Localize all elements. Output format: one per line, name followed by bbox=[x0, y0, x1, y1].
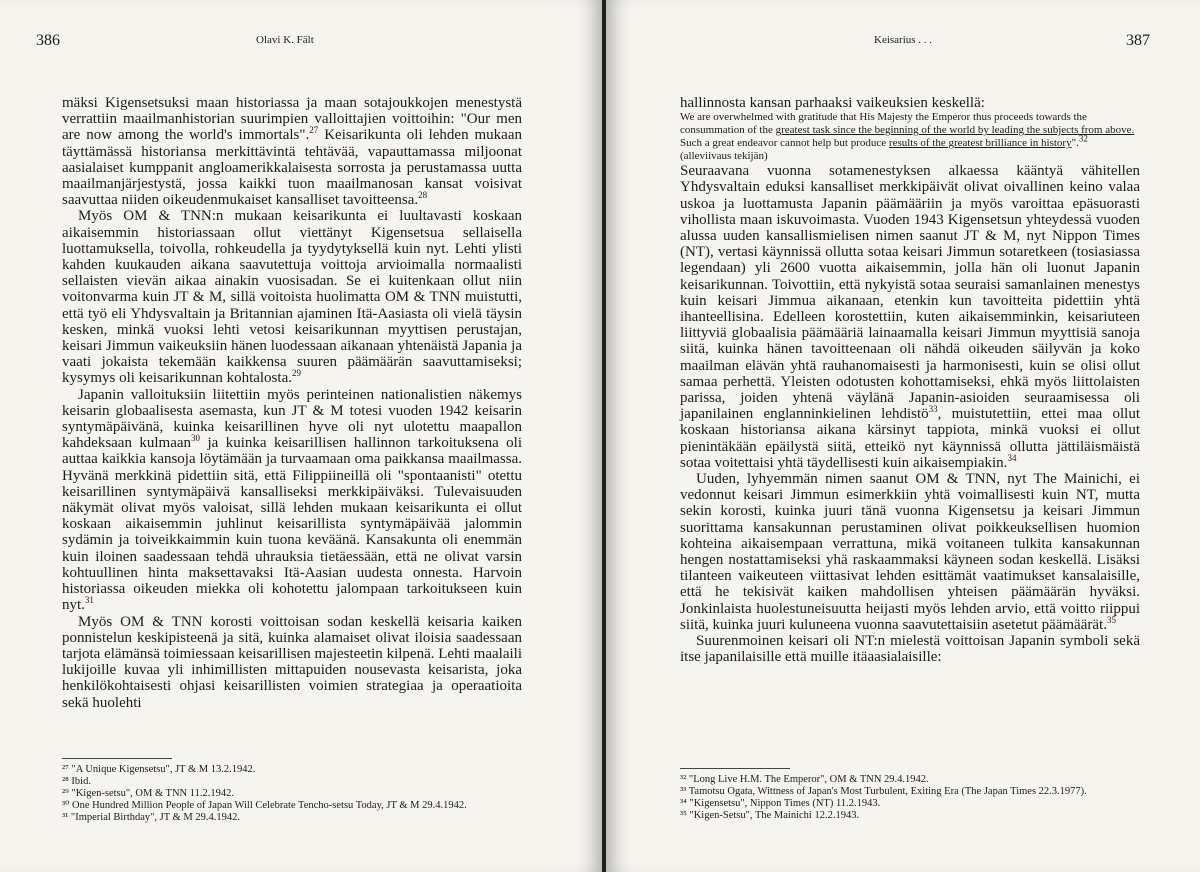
right-paragraph-1: Seuraavana vuonna sotamenestyksen alkaessa kääntyä vähitellen Yhdysvaltain eduksi kansalliset merkkipäivät olivat oivallinen keino valaa uskoa ja luottamusta Japanin päämääriin ja myös varoittaa epäsuorasti vihollista maan iskuvoimasta. Vuoden 1943 Kigensetsun yhteydessä vuoden alussa uuden kansallismielisen nimen saanut JT & M, nyt Nippon Times (NT), vertasi käynnissä ollutta sotaa keisari Jimmun sotaretkeen (tosiasiassa legendaan) yli 2600 vuotta aikaisemmin, jolla hän oli luonut Japanin keisarikunnan. Toivottiin, että nykyistä sotaa seuraisi samanlainen menestys kuin keisari Jimmua aikanaan, etenkin kun tavoitteita pidettiin yhtä ihanteellisina. Edelleen korostettiin, kuten aikaisemminkin, keisariuteen liittyviä globaalisia päämääriä lainaamalla keisari Jimmun myyttisiä sanoja siitä, kuinka hänen tavoitteenaan oli nähdä oikeuden säilyvän ja koko maailman elävän yhtä rauhanomaisesti ja harmonisesti, kuin se olisi ollut samaa perhettä. Yleisten odotusten kohottamiseksi, ehkä myös liittolaisten parissa, joiden yhtenä väylänä Japanin-asioiden seuraamisessa oli japanilainen englanninkielinen lehdistö$^{33}$, muistutettiin, ettei maa ollut koskaan historiansa aikana kärsinyt tappiota, minkä vuoksi ei ollut pienintäkään epäilystä siitä, etteikö nyt käynnissä ollutta jättiläismäistä sotaa voitettaisi yhtä täydellisesti kuin aikaisempiakin.$^{34}$ bbox=[680, 163, 1140, 471]
footnote-35: ³⁵ "Kigen-Setsu", The Mainichi 12.2.1943. bbox=[680, 810, 860, 821]
left-paragraph-3: Japanin valloituksiin liitettiin myös perinteinen nationalistien näkemys keisarin globaalisesta asemasta, kun JT & M totesi vuoden 1942 keisarin syntymäpäivänä, kuinka keisarillinen hyve oli nyt ulotettu maapallon kahdeksaan kulmaan$^{30}$ ja kuinka keisarillisen hallinnon tarkoituksena oli auttaa kaikkia kansoja löytämään ja turvaamaan oma paikkansa maailmassa. Hyvänä merkkinä pidettiin sitä, että Filippiineillä oli "spontaanisti" otettu keisarillinen syntymäpäivä kansalliseksi merkkipäiväksi. Tulevaisuuden näkymät olivat myös valoisat, sillä lehden mukaan keisarikunta ei ollut koskaan aikaisemmin juhlinut keisarillista syntymäpäivää jalommin sydämin ja toiveikkaimmin kuin tuona keväänä. Kansakunta oli enemmän kuin iloinen saadessaan tehdä uhrauksia tietäessään, että ne olivat varsin kohtuullinen hinta maksettavaksi Itä-Aasian uudesta onnesta. Harvoin historiassa oikeuden miekka oli kohotettu jalompaan tarkoitukseen kuin nyt.$^{31}$ bbox=[62, 386, 522, 614]
block-quote: We are overwhelmed with gratitude that His Majesty the Emperor thus proceeds towards the consummation of the greatest task since the beginning of the world by leading the subjects from above. Such a great endeavor cannot help but produce results of the greatest brilliance in history".$^{32}$ (alleviivaus tekijän) bbox=[680, 111, 1135, 163]
footnote-28: ²⁸ Ibid. bbox=[62, 776, 91, 787]
left-paragraph-2: Myös OM & TNN:n mukaan keisarikunta ei luultavasti koskaan aikaisemmin historiassaan ollut viettänyt Kigensetsua sellaisella luottamuksella, toivolla, rohkeudella ja tyydytyksellä kuin nyt. Lehti ylisti kahden kuukauden aikana saavutettuja voittoja arvioimalla normaalisti sellaisten vievän aikaa ainakin vuosisadan. Se ei kuitenkaan ollut niin voitonvarma kuin JT & M, sillä voitoista huolimatta OM & TNN muistutti, että työ eli Yhdysvaltain ja Britannian ajaminen Itä-Aasiasta oli vielä täysin kesken, minkä vuoksi lehti vetosi keisarikunnan myyttisen perustajan, keisari Jimmun vaikeuksiin hänen luodessaan aikanaan yhtenäistä Japania ja vaati jokaista tekemään kaikkensa suuren päämäärän saavuttamiseksi; kysymys oli keisarikunnan kohtalosta.$^{29}$ bbox=[62, 208, 522, 387]
left-paragraph-1: mäksi Kigensetsuksi maan historiassa ja maan sotajoukkojen menestystä verrattiin maailmanhistorian suurimpien valloittajien voittoihin: "Our men are now among the world's immortals".$^{27}$ Keisarikunta oli lehden mukaan täyttämässä historiansa merkittävintä tehtävää, vapauttamassa miljoonat aasialaiset kumppanit angloamerikkalaisesta sorrosta ja perustamassa uutta maailmanjärjestystä, jossa kaikki tuon maailmanosan kansat voisivat saavuttaa niiden oikeudenmukaiset kansalliset tavoitteensa.$^{28}$ bbox=[62, 95, 522, 209]
footnote-31: ³¹ "Imperial Birthday", JT & M 29.4.1942. bbox=[62, 812, 240, 823]
right-running-header: Keisarius . . . bbox=[874, 34, 933, 46]
right-page bbox=[606, 0, 1200, 872]
left-footnote-rule bbox=[62, 758, 172, 759]
left-body-text bbox=[62, 95, 522, 711]
right-footnotes bbox=[680, 774, 1150, 822]
footnote-32: ³² "Long Live H.M. The Emperor", OM & TNN 29.4.1942. bbox=[680, 774, 929, 785]
footnote-34: ³⁴ "Kigensetsu", Nippon Times (NT) 11.2.1943. bbox=[680, 798, 881, 809]
right-paragraph-3: Suurenmoinen keisari oli NT:n mielestä voittoisan Japanin symboli sekä itse japanilaisille että muille itäaasialaisille: bbox=[680, 633, 1140, 666]
left-paragraph-4: Myös OM & TNN korosti voittoisan sodan keskellä keisaria kaiken ponnistelun keskipisteenä ja sitä, kuinka alamaiset olivat iloisia saadessaan tarjota elämänsä toimiessaan keisarillisen majesteetin kilpenä. Lehti maalaili lukijoille kuvaa yli inhimillisten mittapuiden nousevasta keisarista, joka henkilökohtaisesti ohjasi keisarillisten voimien strategiaa ja operaatioita sekä huolehti bbox=[62, 613, 522, 711]
footnote-30: ³⁰ One Hundred Million People of Japan Will Celebrate Tencho-setsu Today, JT & M 29.4.1942. bbox=[62, 800, 467, 811]
right-intro-line: hallinnosta kansan parhaaksi vaikeuksien keskellä: bbox=[680, 95, 985, 111]
footnote-33: ³³ Tamotsu Ogata, Wittness of Japan's Most Turbulent, Exiting Era (The Japan Times 22.3.1977). bbox=[680, 786, 1087, 797]
right-paragraph-2: Uuden, lyhyemmän nimen saanut OM & TNN, nyt The Mainichi, ei vedonnut keisari Jimmun esimerkkiin yhtä voimallisesti kuin NT, mutta sekin korosti, kuinka juuri tänä vuonna Kigensetsu ja keisari Jimmun suorittama kansakunnan perustaminen olivat poikkeuksellisen huomion kohteina aikaisempaan verrattuna, mikä voitaneen tulkita kansakunnan hengen nostattamiseksi yhä raskaammaksi käyneen sodan keskellä. Lisäksi tilanteen vaikeuteen viittasivat lehden esittämät vaatimukset kansalaisille, että he tekisivät kaiken mahdollisen yhteisen päämäärän hyväksi. Jonkinlaista huolestuneisuutta heijasti myös lehden arvio, että voitto riippui siitä, kuinka juuri kuluneena vuonna saavutettaisiin asetetut päämäärät.$^{35}$ bbox=[680, 471, 1140, 633]
right-body-text bbox=[680, 95, 1140, 666]
footnote-29: ²⁹ "Kigen-setsu", OM & TNN 11.2.1942. bbox=[62, 788, 234, 799]
left-running-header: Olavi K. Fält bbox=[256, 34, 314, 46]
right-footnote-rule bbox=[680, 768, 790, 769]
left-footnotes bbox=[62, 764, 532, 824]
right-page-number: 387 bbox=[1126, 32, 1150, 49]
left-page-number: 386 bbox=[36, 32, 60, 49]
footnote-27: ²⁷ "A Unique Kigensetsu", JT & M 13.2.1942. bbox=[62, 764, 256, 775]
